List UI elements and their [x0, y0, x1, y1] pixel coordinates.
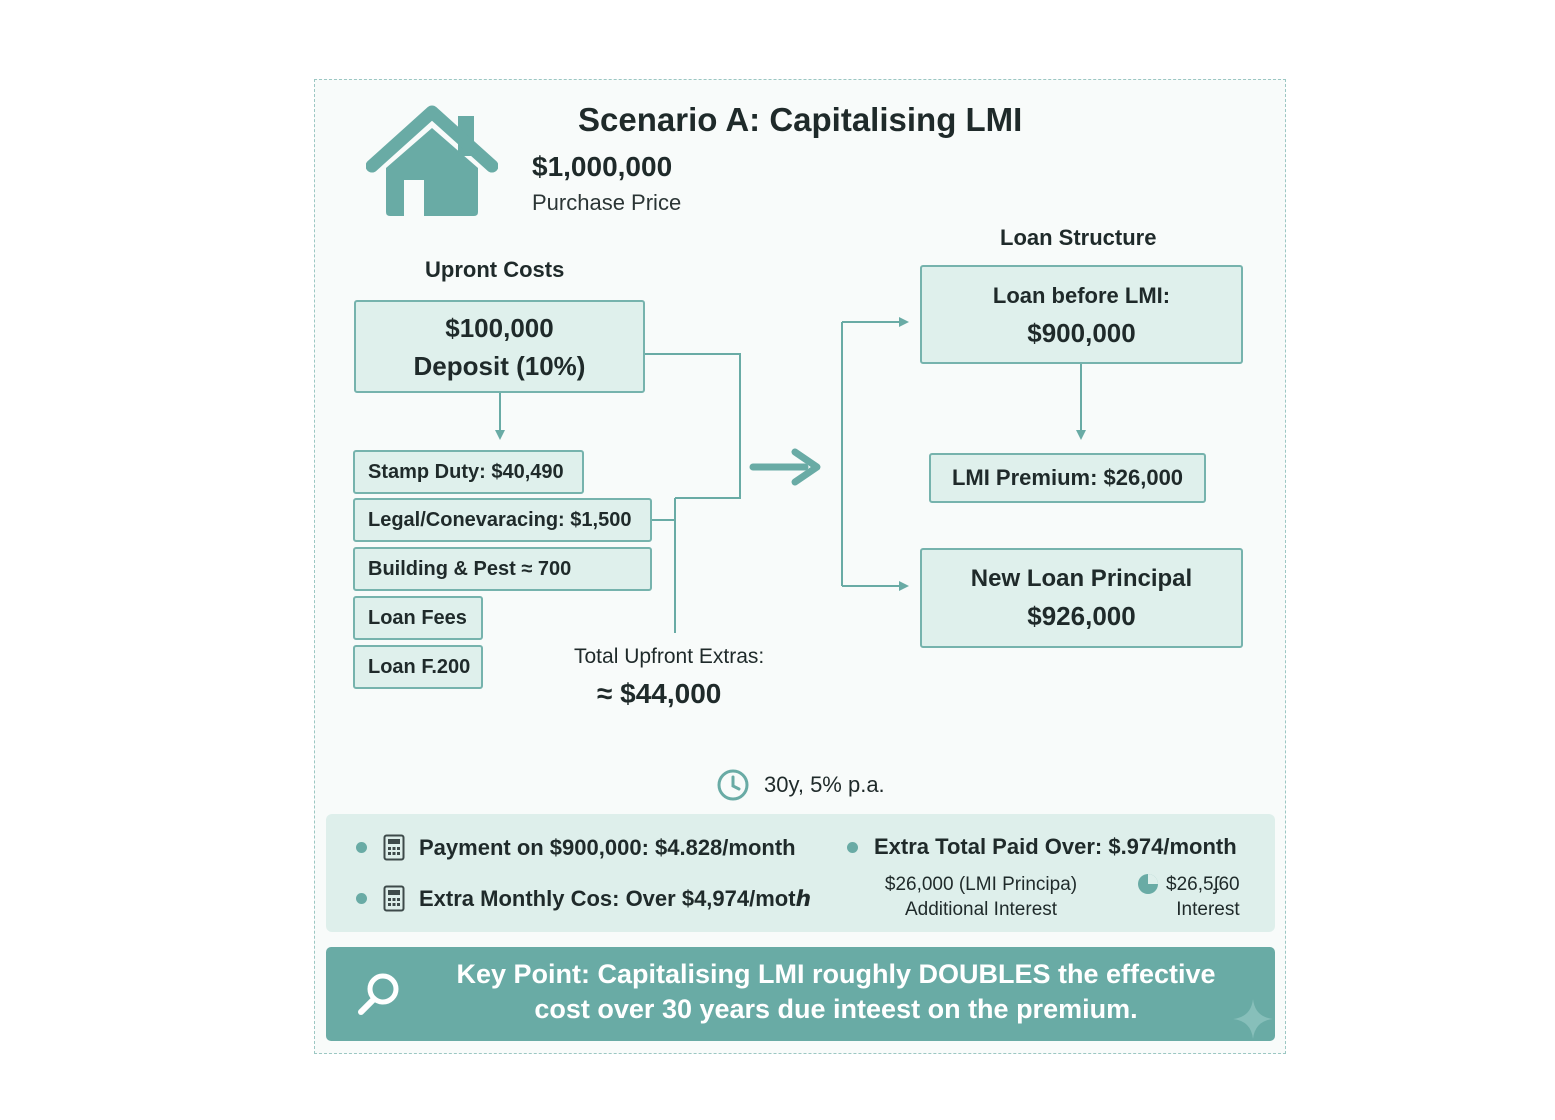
extra-monthly-text: Extra Monthly Cos: Over $4,974/motℎ — [419, 885, 812, 911]
bullet-icon — [356, 893, 367, 904]
calculator-icon — [383, 834, 405, 861]
building-pest-item: Building & Pest ≈ 700 — [353, 547, 652, 591]
deposit-box — [354, 300, 645, 393]
magnifier-icon — [354, 970, 402, 1018]
extra-total-text: Extra Total Paid Over: $.974/month — [874, 834, 1237, 859]
key-point-line-1: Key Point: Capitalising LMI roughly DOUBLES the effective — [456, 959, 1216, 989]
deposit-label: Deposit (10%) — [413, 350, 586, 381]
payment-row — [356, 834, 796, 861]
house-icon — [366, 104, 498, 220]
upfront-costs-heading: Upront Costs — [425, 257, 565, 282]
main-flow-arrow — [753, 452, 817, 482]
new-loan-principal-label: New Loan Principal — [970, 565, 1193, 592]
loan-fees-item: Loan Fees — [353, 596, 483, 640]
interest-value: $26,5ʄ60 — [1166, 874, 1240, 895]
interest-label: Interest — [1176, 899, 1240, 920]
additional-interest-text: Additional Interest — [904, 899, 1058, 920]
bullet-icon — [356, 842, 367, 853]
summary-panel — [326, 814, 1275, 932]
deposit-amount: $100,000 — [445, 312, 554, 343]
purchase-price-label: Purchase Price — [532, 190, 682, 215]
loan-term-text: 30y, 5% p.a. — [764, 772, 885, 797]
loan-term — [716, 768, 885, 802]
loan-structure-heading: Loan Structure — [1000, 225, 1157, 250]
page-title: Scenario A: Capitalising LMI — [578, 101, 1023, 138]
key-point-banner — [326, 947, 1275, 1041]
loan-before-lmi-box — [920, 265, 1243, 364]
clock-icon — [716, 768, 750, 802]
calculator-icon — [383, 885, 405, 912]
loan-fee-item-2: Loan F.200 — [353, 645, 483, 689]
pie-chart-icon — [1136, 872, 1160, 896]
stamp-duty-item: Stamp Duty: $40,490 — [353, 450, 584, 494]
new-loan-principal-box — [920, 548, 1243, 648]
purchase-price-value: $1,000,000 — [532, 151, 673, 182]
key-point-text — [421, 957, 1251, 1027]
legal-conveyancing-item: Legal/Conevaracing: $1,500 — [353, 498, 652, 542]
loan-before-lmi-label: Loan before LMI: — [992, 282, 1171, 308]
deposit-bracket-line — [645, 354, 740, 498]
lmi-principal-text: $26,000 (LMI Principa) — [884, 874, 1078, 895]
extra-monthly-row — [356, 885, 811, 912]
sparkle-icon — [1231, 997, 1275, 1041]
new-loan-principal-value: $926,000 — [1027, 601, 1136, 631]
total-upfront-label: Total Upfront Extras: — [574, 645, 765, 668]
lmi-interest-breakdown — [881, 872, 1081, 922]
lmi-premium-text: LMI Premium: $26,000 — [951, 465, 1184, 490]
extra-total-row — [847, 834, 1237, 860]
loan-before-lmi-value: $900,000 — [1027, 317, 1136, 348]
lmi-premium-box — [929, 453, 1206, 503]
total-upfront-value: ≈ $44,000 — [597, 678, 722, 709]
payment-text: Payment on $900,000: $4.828/month — [419, 834, 796, 860]
interest-breakdown — [1166, 872, 1240, 922]
bullet-icon — [847, 842, 858, 853]
key-point-line-2: cost over 30 years due inteest on the premium. — [534, 994, 1138, 1024]
